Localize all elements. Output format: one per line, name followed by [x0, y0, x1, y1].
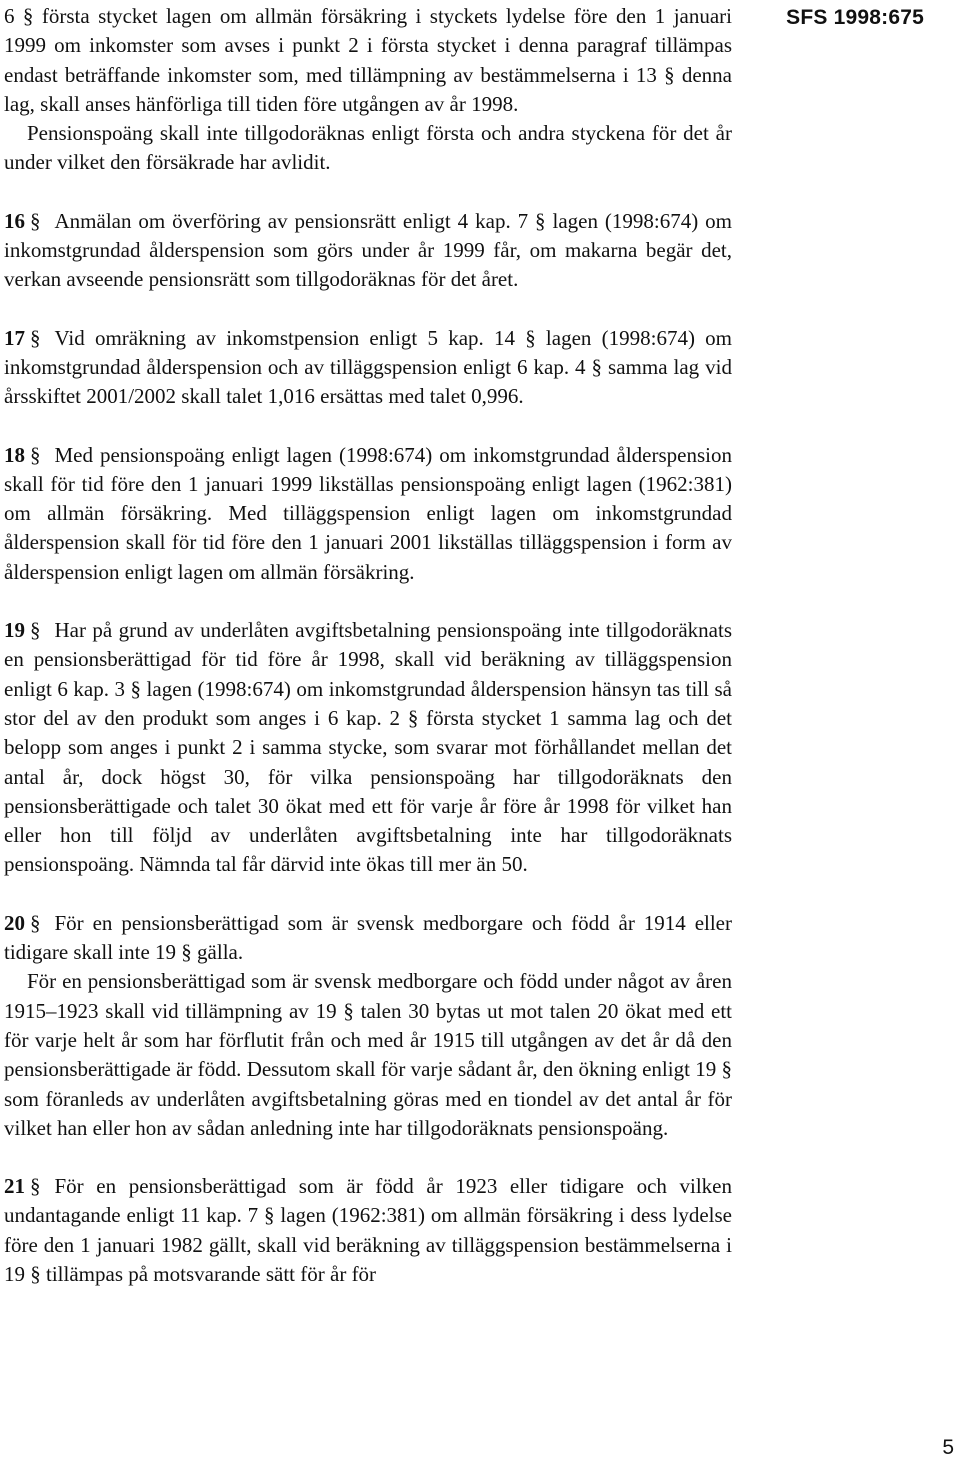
document-code: SFS 1998:675: [786, 6, 924, 29]
section-sign: §: [30, 325, 41, 350]
section-text: Med pensionspoäng enligt lagen (1998:674) om inkomstgrundad ålderspension skall för tid före den 1 januari 1999 likställas pensionspoäng enligt lagen (1962:381) om allmän försäkring. Med tilläggspension enligt lagen om inkomstgrundad ålderspension skall för tid före den 1 januari 2001 likställas tilläggspension i form av ålderspension enligt lagen om allmän försäkring.: [4, 442, 732, 584]
section-paragraph: [4, 1172, 732, 1289]
section-paragraph: [4, 207, 732, 295]
section-sign: §: [30, 618, 41, 643]
page-body: [4, 2, 732, 1289]
section-19: [4, 616, 732, 880]
section-sign: §: [30, 910, 41, 935]
section-number: 20: [4, 910, 25, 935]
section-text: För en pensionsberättigad som är född år 1923 eller tidigare och vilken undantagande enligt 11 kap. 7 § lagen (1962:381) om allmän försäkring i dess lydelse före den 1 januari 1982 gällt, skall vid beräkning av tilläggspension bestämmelserna i 19 § tillämpas på motsvarande sätt för år för: [4, 1174, 732, 1286]
section-16: [4, 207, 732, 295]
section-paragraph: För en pensionsberättigad som är svensk medborgare och född under något av åren 1915–1923 skall vid tillämpning av 19 § talen 30 bytas ut mot talen 20 ökat med ett för varje helt år som har förflutit från och med år 1915 till utgången av det år då den pensionsberättigade är född. Dessutom skall för varje sådant år, den ökning enligt 19 § som föranleds av underlåten avgiftsbetalning göras med en tiondel av det antal år för vilket han eller hon av sådan anledning inte har tillgodoräknats pensionspoäng.: [4, 969, 732, 1140]
section-20: [4, 909, 732, 1143]
section-number: 21: [4, 1174, 25, 1199]
intro-paragraph: 6 § första stycket lagen om allmän försäkring i styckets lydelse före den 1 januari 1999 om inkomster som avses i punkt 2 i första stycket i denna paragraf tillämpas endast beträffande inkomster som, med tillämpning av bestämmelserna i 13 § denna lag, skall anses hänförliga till tiden före utgången av år 1998.: [4, 4, 732, 116]
section-17: [4, 324, 732, 412]
section-sign: §: [30, 1174, 41, 1199]
section-paragraph: [4, 909, 732, 968]
section-text: Anmälan om överföring av pensionsrätt enligt 4 kap. 7 § lagen (1998:674) om inkomstgrundad ålderspension som görs under år 1999 får, om makarna begär det, verkan avseende pensionsrätt som tillgodoräknas för det året.: [4, 208, 732, 292]
section-sign: §: [30, 442, 41, 467]
section-sign: §: [30, 208, 41, 233]
section-paragraph: [4, 441, 732, 587]
section-number: 19: [4, 618, 25, 643]
section-18: [4, 441, 732, 587]
section-number: 18: [4, 442, 25, 467]
page-number: 5: [942, 1436, 954, 1459]
section-number: 16: [4, 208, 25, 233]
section-21: [4, 1172, 732, 1289]
section-text: För en pensionsberättigad som är svensk medborgare och född år 1914 eller tidigare skall inte 19 § gälla.: [4, 910, 732, 965]
section-text: Vid omräkning av inkomstpension enligt 5 kap. 14 § lagen (1998:674) om inkomstgrundad ålderspension och av tilläggspension enligt 6 kap. 4 § samma lag vid årsskiftet 2001/2002 skall talet 1,016 ersättas med talet 0,996.: [4, 325, 732, 409]
section-text: Har på grund av underlåten avgiftsbetalning pensionspoäng inte tillgodoräknats en pensionsberättigad för tid före år 1998, skall vid beräkning av tilläggspension enligt 6 kap. 3 § lagen (1998:674) om inkomstgrundad ålderspension hänsyn tas till så stor del av den produkt som anges i 6 kap. 2 § första stycket 1 samma lag och det belopp som anges i punkt 2 i samma stycke, som svarar mot förhållandet mellan det antal år, dock högst 30, för vilka pensionspoäng har tillgodoräknats den pensionsberättigade och talet 30 ökat med ett för varje år före år 1998 för vilket han eller hon till följd av underlåten avgiftsbetalning inte har tillgodoräknats pensionspoäng. Nämnda tal får därvid inte ökas till mer än 50.: [4, 618, 732, 877]
section-paragraph: [4, 616, 732, 880]
section-number: 17: [4, 325, 25, 350]
intro-paragraph: Pensionspoäng skall inte tillgodoräknas enligt första och andra styckena för det år under vilket den försäkrade har avlidit.: [4, 121, 732, 175]
section-paragraph: [4, 324, 732, 412]
